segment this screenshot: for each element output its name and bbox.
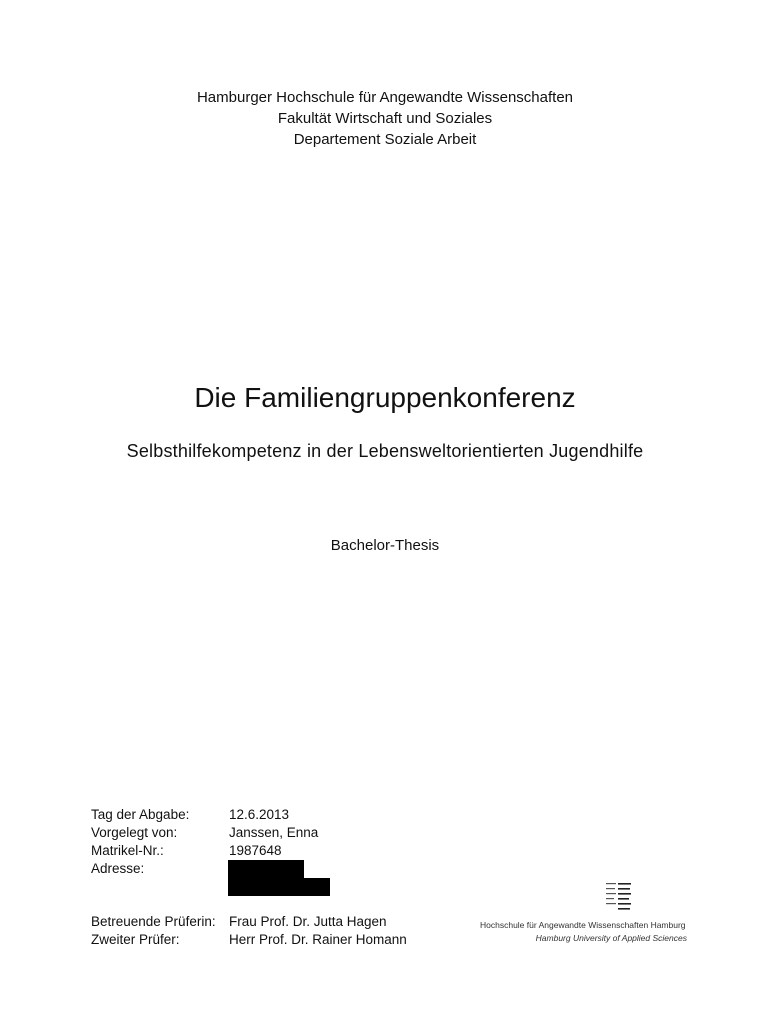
- submission-date-value: 12.6.2013: [229, 807, 290, 822]
- author-label: Vorgelegt von:: [91, 825, 178, 840]
- thesis-subtitle: Selbsthilfekompetenz in der Lebensweltorientierten Jugendhilfe: [126, 441, 644, 461]
- examiner-details: [91, 913, 407, 949]
- address-redaction-block: [228, 860, 304, 878]
- department-name: Departement Soziale Arbeit: [293, 131, 477, 148]
- address-label: Adresse:: [91, 861, 145, 876]
- address-redaction-block: [228, 878, 330, 896]
- haw-logo-mark-icon: [606, 882, 632, 910]
- logo-university-subtitle: Hamburg University of Applied Sciences: [535, 933, 687, 943]
- university-name: Hamburger Hochschule für Angewandte Wissenschaften: [196, 89, 574, 106]
- submission-date-label: Tag der Abgabe:: [91, 807, 190, 822]
- matriculation-row: [91, 842, 318, 860]
- author-row: [91, 824, 318, 842]
- logo-university-name: Hochschule für Angewandte Wissenschaften Hamburg: [480, 920, 686, 930]
- first-examiner-value: Frau Prof. Dr. Jutta Hagen: [229, 914, 387, 929]
- university-logo: [478, 882, 693, 944]
- author-value: Janssen, Enna: [229, 825, 319, 840]
- institution-header: [0, 87, 770, 150]
- matriculation-value: 1987648: [229, 843, 282, 858]
- document-type: Bachelor-Thesis: [330, 537, 440, 554]
- second-examiner-label: Zweiter Prüfer:: [91, 932, 180, 947]
- matriculation-label: Matrikel-Nr.:: [91, 843, 164, 858]
- faculty-name: Fakultät Wirtschaft und Soziales: [277, 110, 493, 127]
- first-examiner-label: Betreuende Prüferin:: [91, 914, 216, 929]
- first-examiner-row: [91, 913, 407, 931]
- second-examiner-row: [91, 931, 407, 949]
- thesis-title: Die Familiengruppenkonferenz: [194, 382, 576, 413]
- second-examiner-value: Herr Prof. Dr. Rainer Homann: [229, 932, 407, 947]
- submission-date-row: [91, 806, 318, 824]
